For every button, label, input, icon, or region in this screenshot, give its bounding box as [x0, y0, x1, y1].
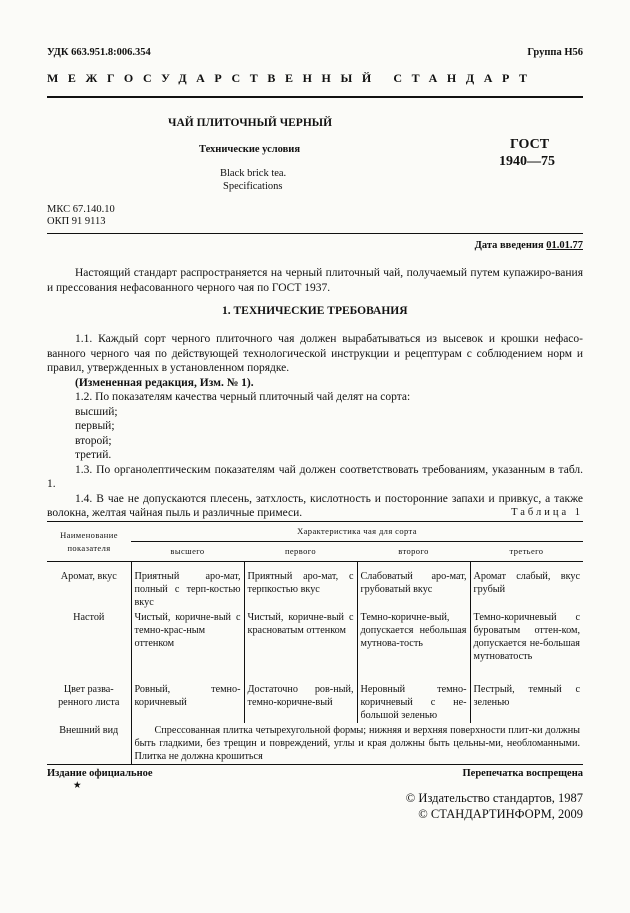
table-row-appearance: [47, 723, 583, 765]
table-header-row: [47, 522, 583, 542]
gost-number: 1940—75: [499, 154, 555, 169]
copyright-1: © Издательство стандартов, 1987: [405, 791, 583, 805]
cell: Неровный темно-коричневый с не-большой зеленью: [357, 682, 470, 723]
col-group-header: Характеристика чая для сорта: [131, 522, 583, 542]
clause-1-2: 1.2. По показателям качества черный плиточный чай делят на сорта:: [75, 391, 411, 403]
gost-label: ГОСТ: [510, 137, 550, 152]
table-caption: Таблица 1: [511, 507, 583, 518]
star-icon: ★: [73, 781, 82, 791]
clause-1-1: 1.1. Каждый сорт черного плиточного чая должен вырабатываться из высевок и крошки нефасо-ванного черного чая по действующей технологической инструкции и рецептурам с соблюдением норм и правил, утвержденных в установленном порядке.: [47, 333, 583, 374]
cell: Приятный аро-мат, полный с терп-костью вкус: [131, 562, 244, 611]
grade-item: третий.: [75, 449, 112, 461]
cell: Слабоватый аро-мат, грубоватый вкус: [357, 562, 470, 611]
grade-col-header: второго: [357, 542, 470, 562]
grade-col-header: третьего: [470, 542, 583, 562]
cell: Приятный аро-мат, с терпкостью вкус: [244, 562, 357, 611]
section-title: 1. ТЕХНИЧЕСКИЕ ТРЕБОВАНИЯ: [222, 305, 408, 317]
okp-code: ОКП 91 9113: [47, 216, 106, 227]
reprint-notice: Перепечатка воспрещена: [462, 768, 583, 779]
section-body: [47, 332, 583, 521]
udk-code: УДК 663.951.8:006.354: [47, 47, 151, 58]
mks-code: МКС 67.140.10: [47, 204, 115, 215]
cell: Темно-коричневый с буроватым оттен-ком, допускается не-большая мутноватость: [470, 610, 583, 682]
cell: Ровный, темно-коричневый: [131, 682, 244, 723]
appearance-cell: Спрессованная плитка четырехугольной формы; нижняя и верхняя поверхности плит-ки должны быть гладкими, без трещин и повреждений, углы и края должны быть цельны-ми, необломанными. Плитка не должна крошиться: [131, 723, 583, 765]
amendment-note: (Измененная редакция, Изм. № 1).: [75, 376, 254, 389]
clause-1-3: 1.3. По органолептическим показателям чай должен соответствовать требованиям, указанным в табл. 1.: [47, 463, 583, 490]
col-indicator-header: Наименование показателя: [47, 522, 131, 562]
intro-date-value: 01.01.77: [546, 240, 583, 251]
subtitle-en: Specifications: [223, 181, 283, 192]
row-name: Аромат, вкус: [60, 571, 117, 582]
intro-date: [475, 240, 583, 251]
subtitle-ru: Технические условия: [199, 144, 301, 155]
copyright-2: © СТАНДАРТИНФОРМ, 2009: [418, 807, 583, 821]
row-name: Цвет разва-ренного листа: [58, 684, 120, 708]
header-rule: [47, 96, 583, 98]
grade-item: первый;: [75, 420, 115, 432]
table-row: [47, 610, 583, 682]
row-name: Настой: [73, 612, 105, 623]
table-row: [47, 682, 583, 723]
cell: Достаточно ров-ный, темно-коричне-вый: [244, 682, 357, 723]
cell: Чистый, коричне-вый с красноватым оттенком: [244, 610, 357, 682]
intro-paragraph: Настоящий стандарт распространяется на черный плиточный чай, получаемый путем купажиро-вания и прессования нефасованного черного чая по ГОСТ 1937.: [47, 267, 583, 294]
intro-date-label: Дата введения: [474, 240, 544, 251]
grade-item: высший;: [75, 405, 118, 418]
row-name: Внешний вид: [47, 723, 131, 765]
cell: Аромат слабый, вкус грубый: [470, 562, 583, 611]
grade-col-header: первого: [244, 542, 357, 562]
title-ru: ЧАЙ ПЛИТОЧНЫЙ ЧЕРНЫЙ: [168, 117, 333, 129]
cell: Чистый, коричне-вый с темно-крас-ным оттенком: [131, 610, 244, 682]
quality-table: [47, 521, 583, 765]
clause-1-4: 1.4. В чае не допускаются плесень, затхлость, кислотность и посторонние запахи и привкус, а также волокна, желтая чайная пыль и различные примеси.: [47, 492, 583, 519]
standard-banner: МЕЖГОСУДАРСТВЕННЫЙ СТАНДАРТ: [47, 71, 537, 85]
codes-rule: [47, 233, 583, 234]
grade-col-header: высшего: [131, 542, 244, 562]
cell: Темно-коричне-вый, допускается небольшая мутнова-тость: [357, 610, 470, 682]
table-row: [47, 562, 583, 611]
title-en: Black brick tea.: [220, 168, 287, 179]
cell: Пестрый, темный с зеленью: [470, 682, 583, 723]
grade-item: второй;: [75, 434, 112, 447]
group-code: Группа Н56: [527, 47, 583, 58]
official-edition: Издание официальное: [47, 768, 153, 779]
